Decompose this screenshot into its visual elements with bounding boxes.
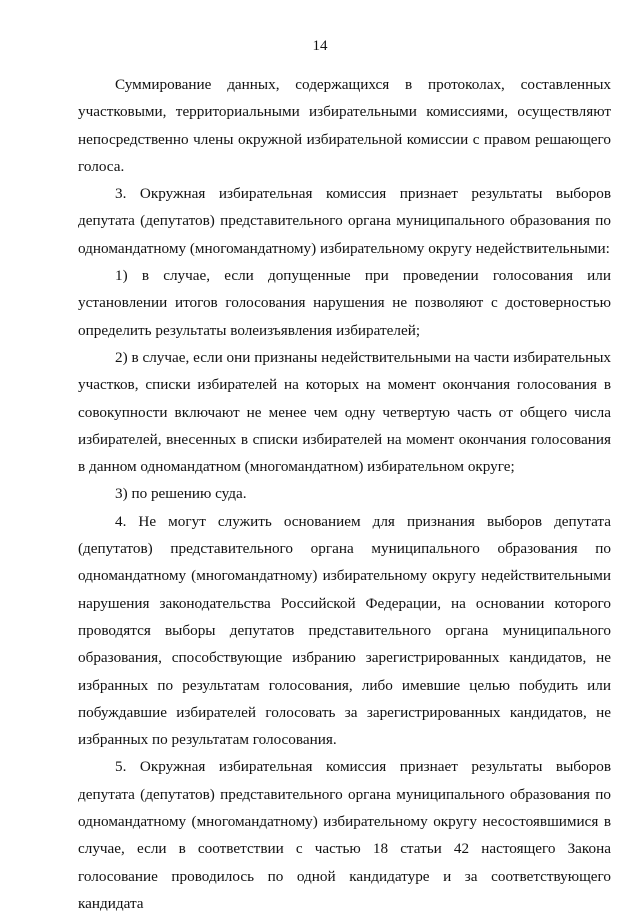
paragraph-subitem-2: 2) в случае, если они признаны недействительными на части избирательных участков, списки избирателей на которых на момент окончания голосования в совокупности включают не менее чем одну четвертую часть от общего числа избирателей, внесенных в списки избирателей на момент окончания голосования в данном одномандатном (многомандатном) избирательном округе;: [78, 348, 611, 476]
paragraph-item-4: 4. Не могут служить основанием для признания выборов депутата (депутатов) представительного органа муниципального образования по одномандатному (многомандатному) избирательному округу недействительными нарушения законодательства Российской Федерации, на основании которого проводятся выборы депутатов представительного органа муниципального образования, способствующие избранию зарегистрированных кандидатов, не избранных по результатам голосования, либо имевшие целью побудить или побуждавшие избирателей голосовать за зарегистрированных кандидатов, не избранных по результатам голосования.: [78, 512, 611, 749]
paragraph-item-3: 3. Окружная избирательная комиссия признает результаты выборов депутата (депутатов) представительного органа муниципального образования по одномандатному (многомандатному) избирательному округу недействительными:: [78, 185, 611, 257]
paragraph-summation: Суммирование данных, содержащихся в протоколах, составленных участковыми, территориальными избирательными комиссиями, осуществляют непосредственно члены окружной избирательной комиссии с правом решающего голоса.: [78, 76, 611, 175]
page-number: 14: [312, 38, 328, 54]
document-body: [78, 71, 611, 917]
paragraph-subitem-3: 3) по решению суда.: [115, 485, 247, 503]
paragraph-subitem-1: 1) в случае, если допущенные при проведении голосования или установлении итогов голосования нарушения не позволяют с достоверностью определить результаты волеизъявления избирателей;: [78, 267, 611, 339]
paragraph-item-5: 5. Окружная избирательная комиссия признает результаты выборов депутата (депутатов) представительного органа муниципального образования по одномандатному (многомандатному) избирательному округу несостоявшимися в случае, если в соответствии с частью 18 статьи 42 настоящего Закона голосование проводилось по одной кандидатуре и за соответствующего кандидата: [78, 758, 611, 912]
